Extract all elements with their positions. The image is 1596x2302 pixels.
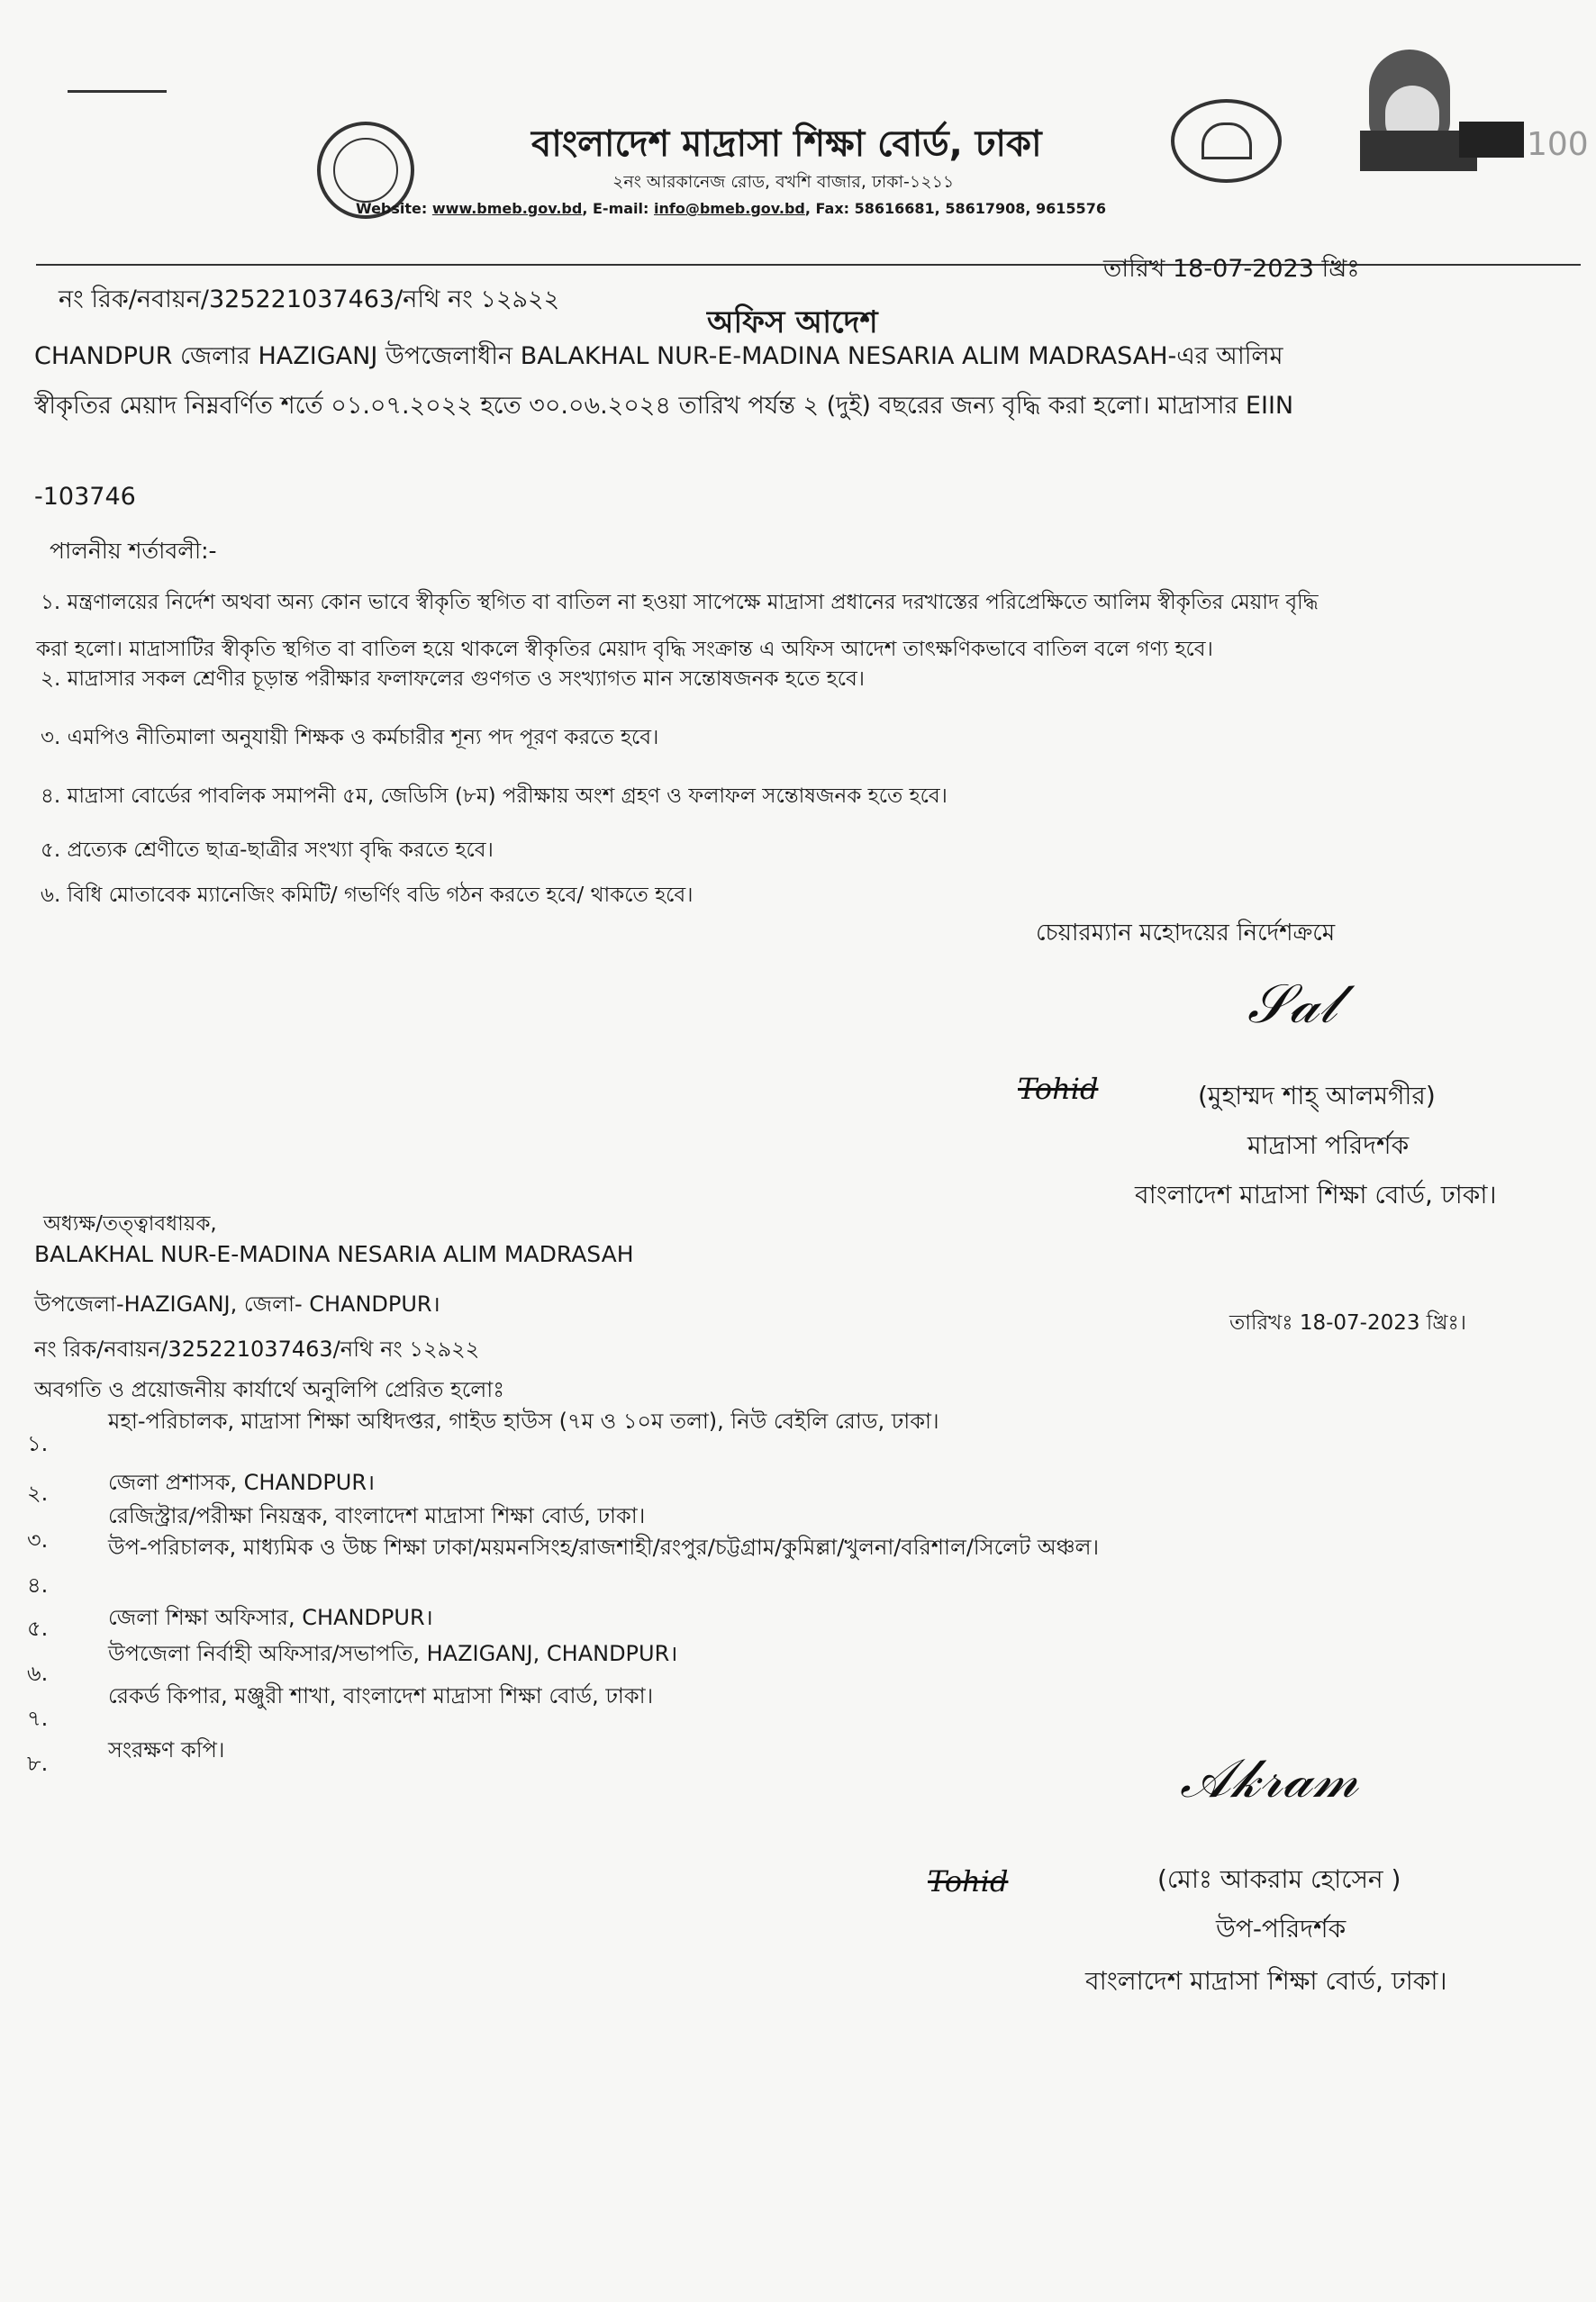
by-order-text: চেয়ারম্যান মহোদয়ের নির্দেশক্রমে [1036,920,1336,947]
copy-to-line: অধ্যক্ষ/তত্ত্বাবধায়ক, [43,1212,217,1236]
signatory-1-title: মাদ্রাসা পরিদর্শক [1247,1130,1410,1160]
signatory-2-org: বাংলাদেশ মাদ্রাসা শিক্ষা বোর্ড, ঢাকা। [1085,1966,1447,1996]
recipient-text: উপ-পরিচালক, মাধ্যমিক ও উচ্চ শিক্ষা ঢাকা/ময়মনসিংহ/রাজশাহী/রংপুর/চট্টগ্রাম/কুমিল্লা/খুলনা/বরিশাল/সিলেট অঞ্চল। [108,1535,1100,1560]
email-label: , E-mail: [582,200,649,217]
recipient-number: ২. [27,1481,49,1506]
order-body-line: -103746 [34,483,136,511]
recipient-text: রেকর্ড কিপার, মঞ্জুরী শাখা, বাংলাদেশ মাদ্রাসা শিক্ষা বোর্ড, ঢাকা। [108,1683,654,1708]
recipient-text: সংরক্ষণ কপি। [108,1737,225,1763]
conditions-title: পালনীয় শর্তাবলী:- [50,538,217,564]
initials-2: Tohid [928,1864,1009,1899]
condition-item: ৬. বিধি মোতাবেক ম্যানেজিং কমিটি/ গভর্ণিং বডি গঠন করতে হবে/ থাকতে হবে। [41,884,694,907]
copy-date: তারিখঃ 18-07-2023 খ্রিঃ। [1229,1311,1466,1335]
condition-item: ১. মন্ত্রণালয়ের নির্দেশ অথবা অন্য কোন ভাবে স্বীকৃতি স্থগিত বা বাতিল না হওয়া সাপেক্ষে মাদ্রাসা প্রধানের দরখাস্তের পরিপ্রেক্ষিতে আলিম স্বীকৃতির মেয়াদ বৃদ্ধি [41,591,1319,614]
copy-to-line: উপজেলা-HAZIGANJ, জেলা- CHANDPUR। [34,1291,440,1317]
mujib-100-logo: 100 [1342,45,1576,171]
pen-mark [68,90,167,93]
website-label: Website: [356,200,428,217]
condition-item: ৫. প্রত্যেক শ্রেণীতে ছাত্র-ছাত্রীর সংখ্যা বৃদ্ধি করতে হবে। [41,838,494,862]
org-name: বাংলাদেশ মাদ্রাসা শিক্ষা বোর্ড, ঢাকা [531,123,1042,165]
signatory-1-org: বাংলাদেশ মাদ্রাসা শিক্ষা বোর্ড, ঢাকা। [1135,1180,1497,1210]
copy-to-line: নং রিক/নবায়ন/325221037463/নথি নং ১২৯২২ [34,1337,480,1362]
initials-1: Tohid [1018,1072,1099,1106]
order-date: তারিখ 18-07-2023 খ্রিঃ [1103,255,1360,283]
condition-item: করা হলো। মাদ্রাসাটির স্বীকৃতি স্থগিত বা বাতিল হয়ে থাকলে স্বীকৃতির মেয়াদ বৃদ্ধি সংক্রান্ত এ অফিস আদেশ তাৎক্ষণিকভাবে বাতিল বলে গণ্য হবে। [36,638,1213,661]
recipient-text: জেলা প্রশাসক, CHANDPUR। [108,1470,376,1495]
copy-to-line: অবগতি ও প্রয়োজনীয় কার্যার্থে অনুলিপি প্রেরিত হলোঃ [34,1377,504,1402]
order-title: অফিস আদেশ [707,304,878,340]
signatory-2-name: (মোঃ আকরাম হোসেন ) [1157,1864,1401,1894]
recipient-number: ৫. [27,1616,49,1641]
signatory-1-name: (মুহাম্মদ শাহ্ আলমগীর) [1198,1081,1436,1110]
signatory-2-title: উপ-পরিদর্শক [1216,1914,1347,1944]
recipient-number: ৭. [27,1706,49,1731]
recipient-number: ৩. [27,1527,49,1553]
recipient-text: রেজিস্ট্রার/পরীক্ষা নিয়ন্ত্রক, বাংলাদেশ মাদ্রাসা শিক্ষা বোর্ড, ঢাকা। [108,1503,646,1528]
recipient-number: ৬. [27,1661,49,1686]
signature-2: 𝒜𝓀𝓇𝒶𝓂 [1180,1747,1358,1810]
recipient-number: ৪. [27,1572,49,1598]
recipient-number: ৮. [27,1751,49,1776]
signature-1: 𝒮𝒶𝓁 [1247,973,1338,1036]
order-body-line: স্বীকৃতির মেয়াদ নিম্নবর্ণিত শর্তে ০১.০৭.২০২২ হতে ৩০.০৬.২০২৪ তারিখ পর্যন্ত ২ (দুই) বছরের জন্য বৃদ্ধি করা হলো। মাদ্রাসার EIIN [34,392,1294,420]
condition-item: ২. মাদ্রাসার সকল শ্রেণীর চূড়ান্ত পরীক্ষার ফলাফলের গুণগত ও সংখ্যাগত মান সন্তোষজনক হতে হবে। [41,667,866,691]
order-reference: নং রিক/নবায়ন/325221037463/নথি নং ১২৯২২ [59,285,560,313]
recipient-text: মহা-পরিচালক, মাদ্রাসা শিক্ষা অধিদপ্তর, গাইড হাউস (৭ম ও ১০ম তলা), নিউ বেইলি রোড, ঢাকা। [108,1409,939,1434]
recipient-text: জেলা শিক্ষা অফিসার, CHANDPUR। [108,1605,433,1630]
website-link[interactable]: www.bmeb.gov.bd [431,200,583,217]
org-contact [356,200,1106,217]
org-address: ২নং আরকানেজ রোড, বখশি বাজার, ঢাকা-১২১১ [612,172,955,192]
fax-numbers: , Fax: 58616681, 58617908, 9615576 [804,200,1106,217]
recipient-number: ১. [27,1431,49,1456]
board-seal-right [1171,99,1282,183]
copy-to-line: BALAKHAL NUR-E-MADINA NESARIA ALIM MADRASAH [34,1241,634,1267]
recipient-text: উপজেলা নির্বাহী অফিসার/সভাপতি, HAZIGANJ, CHANDPUR। [108,1641,678,1666]
condition-item: ৩. এমপিও নীতিমালা অনুযায়ী শিক্ষক ও কর্মচারীর শূন্য পদ পূরণ করতে হবে। [41,726,659,749]
email-link[interactable]: info@bmeb.gov.bd [653,200,805,217]
order-body-line: CHANDPUR জেলার HAZIGANJ উপজেলাধীন BALAKHAL NUR-E-MADINA NESARIA ALIM MADRASAH-এর আলিম [34,342,1283,370]
condition-item: ৪. মাদ্রাসা বোর্ডের পাবলিক সমাপনী ৫ম, জেডিসি (৮ম) পরীক্ষায় অংশ গ্রহণ ও ফলাফল সন্তোষজনক হতে হবে। [41,784,948,808]
